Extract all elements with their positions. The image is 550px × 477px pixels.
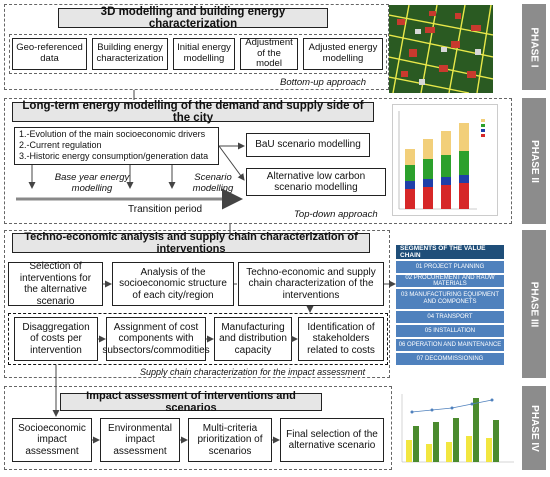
phase1-label: PHASE I — [522, 4, 546, 90]
phase3-bottom-box-2: Assignment of cost components with subsectors/commodities — [106, 317, 206, 361]
phase3-top-box-1: Selection of interventions for the alternative scenario — [8, 262, 103, 306]
value-chain-item-6: 06 OPERATION AND MAINTENANCE — [396, 339, 504, 351]
phase2-approach: Top-down approach — [294, 209, 378, 220]
phase1-box-1: Geo-referenced data — [12, 38, 87, 70]
phase3-title: Techno-economic analysis and supply chain characterization of interventions — [12, 233, 370, 253]
scenario-modelling-label: Scenario modelling — [192, 172, 234, 194]
value-chain-item-2: 02 PROCUREMENT AND RAUW MATERIALS — [396, 275, 504, 287]
phase3-bottom-box-4: Identification of stakeholders related to costs — [298, 317, 384, 361]
phase3-label: PHASE III — [522, 230, 546, 378]
phase2-title: Long-term energy modelling of the demand and supply side of the city — [12, 102, 374, 122]
bau-box: BaU scenario modelling — [246, 133, 370, 157]
driver-1: 1.-Evolution of the main socioeconomic drivers — [19, 129, 206, 139]
phase3-bottom-box-3: Manufacturing and distribution capacity — [214, 317, 292, 361]
phase3-bottom-box-1: Disaggregation of costs per intervention — [14, 317, 98, 361]
value-chain-item-7: 07 DECOMMISSIONING — [396, 353, 504, 365]
phase4-box-3: Multi-criteria prioritization of scenarios — [188, 418, 272, 462]
value-chain-item-1: 01 PROJECT PLANNING — [396, 261, 504, 273]
value-chain-item-5: 05 INSTALLATION — [396, 325, 504, 337]
phase1-approach: Bottom-up approach — [280, 77, 367, 88]
phase1-box-2: Building energy characterization — [92, 38, 168, 70]
phase2-label: PHASE II — [522, 98, 546, 224]
phase1-box-3: Initial energy modelling — [173, 38, 235, 70]
phase4-label: PHASE IV — [522, 386, 546, 470]
value-chain-item-4: 04 TRANSPORT — [396, 311, 504, 323]
alt-box: Alternative low carbon scenario modelling — [246, 168, 386, 196]
value-chain-item-3: 03 MANUFACTURING EQUIPMENT AND COMPONETS — [396, 289, 504, 309]
phase4-box-2: Environmental impact assessment — [100, 418, 180, 462]
base-year-label: Base year energy modelling — [54, 172, 130, 194]
driver-3: 3.-Historic energy consumption/generation data — [19, 150, 209, 161]
phase4-title: Impact assessment of interventions and scenarios — [60, 393, 322, 411]
phase3-top-box-3: Techno-economic and supply chain characterization of the interventions — [238, 262, 384, 306]
driver-2: 2.-Current regulation — [19, 139, 102, 150]
phase3-top-box-2: Analysis of the socioeconomic structure of each city/region — [112, 262, 234, 306]
phase1-title: 3D modelling and building energy characterization — [58, 8, 328, 28]
phase4-box-1: Socioeconomic impact assessment — [12, 418, 92, 462]
supply-chain-caption: Supply chain characterization for the impact assessment — [140, 367, 366, 377]
phase4-box-4: Final selection of the alternative scenario — [280, 418, 384, 462]
phase1-box-4: Adjustment of the model — [240, 38, 298, 70]
phase1-box-5: Adjusted energy modelling — [303, 38, 383, 70]
value-chain-header: SEGMENTS OF THE VALUE CHAIN — [396, 245, 504, 259]
transition-label: Transition period — [128, 204, 203, 215]
